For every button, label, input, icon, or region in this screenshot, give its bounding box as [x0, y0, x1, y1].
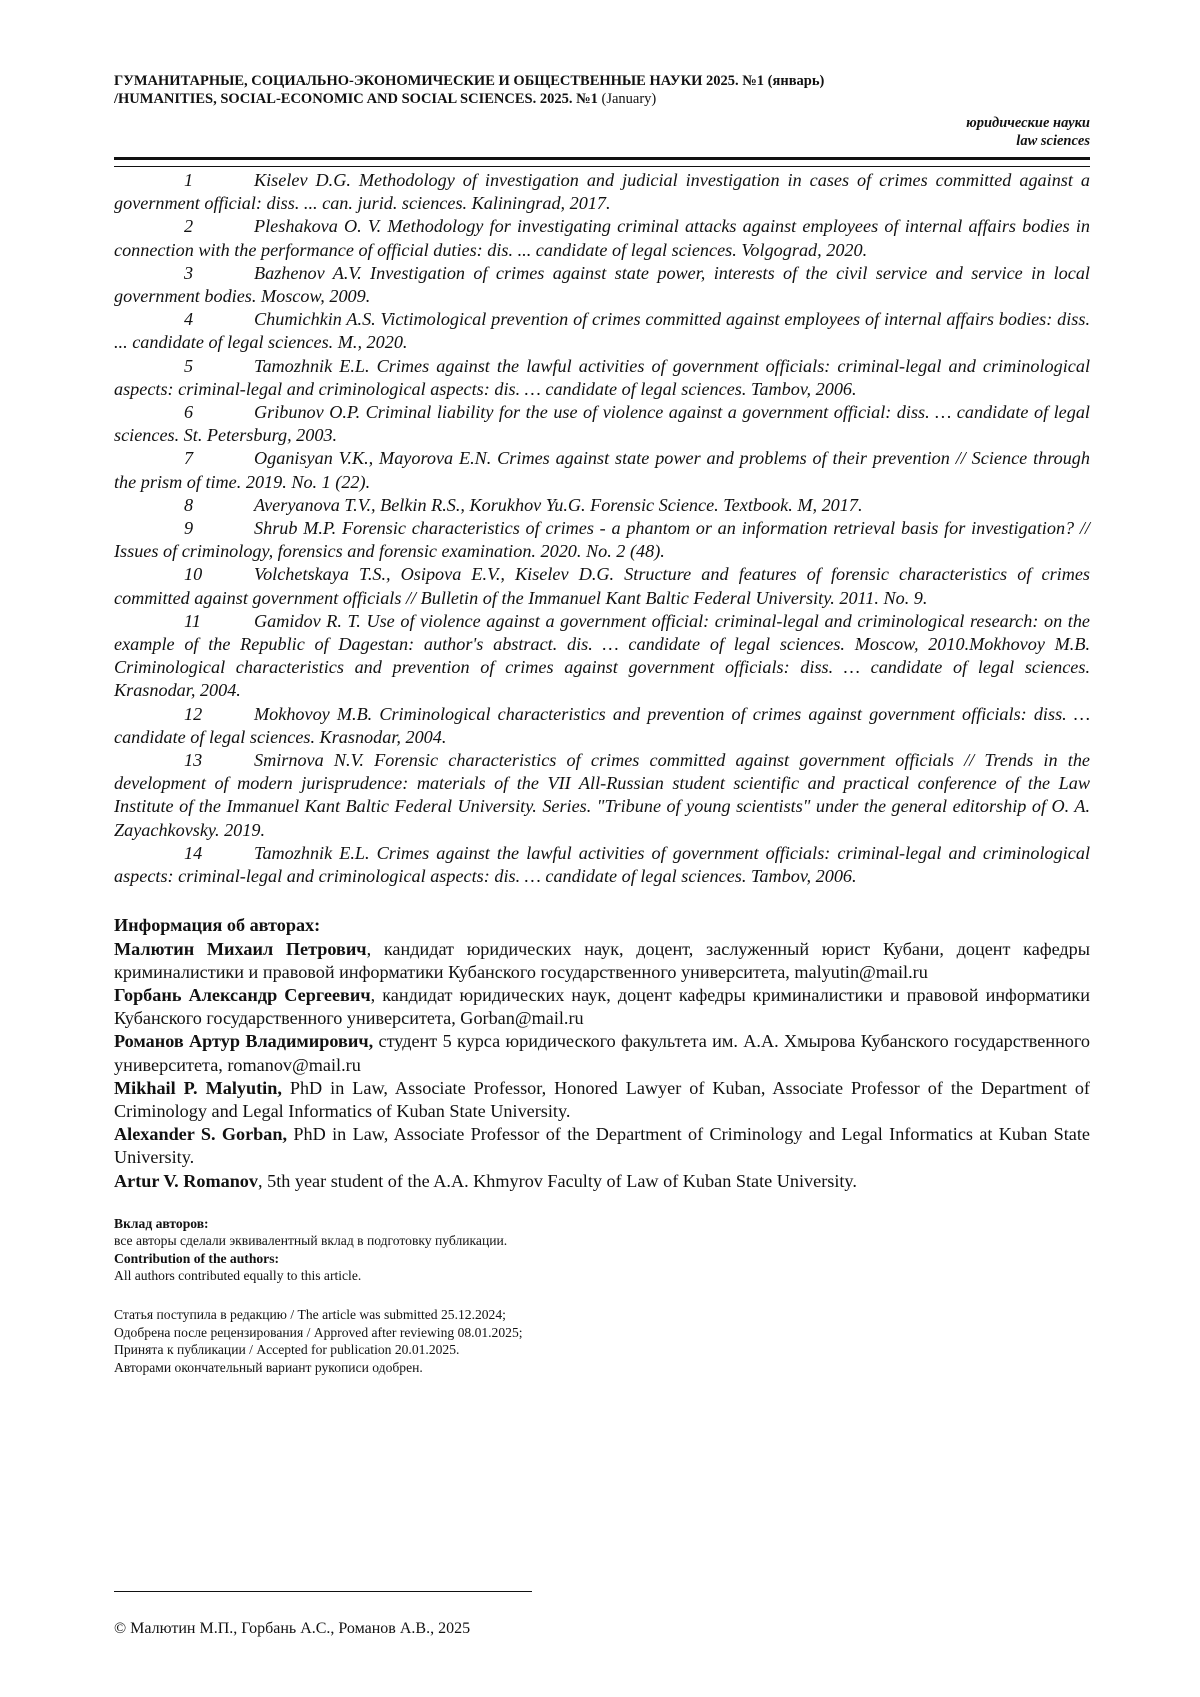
- reference-item: [114, 703, 1090, 749]
- reference-item: [114, 169, 1090, 215]
- journal-header: [114, 72, 1090, 167]
- journal-issue-month: (January): [597, 91, 657, 107]
- reference-item: [114, 610, 1090, 703]
- reference-number: 5: [184, 355, 194, 376]
- author-entry: [114, 1170, 1090, 1193]
- reference-text: Chumichkin A.S. Victimological prevention of crimes committed against employees of internal affairs bodies: diss. ... candidate of legal sciences. M., 2020.: [114, 309, 1090, 353]
- date-accepted: Принята к публикации / Accepted for publication 20.01.2025.: [114, 1342, 460, 1358]
- publication-dates: [114, 1306, 1090, 1376]
- reference-number: 1: [184, 170, 194, 190]
- reference-text: Shrub M.P. Forensic characteristics of crimes - a phantom or an information retrieval basis for investigation? // Issues of criminology, forensics and forensic examination. 2020. No. 2 (48).: [114, 518, 1090, 562]
- author-entry: [114, 1077, 1090, 1123]
- footnote-rule: [114, 1591, 532, 1592]
- reference-number: 4: [184, 309, 194, 330]
- reference-number: 6: [184, 402, 194, 423]
- reference-number: 10: [184, 564, 203, 585]
- reference-text: Averyanova T.V., Belkin R.S., Korukhov Yu.G. Forensic Science. Textbook. M, 2017.: [254, 494, 863, 515]
- author-name: Малютин Михаил Петрович: [114, 938, 367, 959]
- author-entry: [114, 984, 1090, 1030]
- reference-number: 14: [184, 842, 203, 863]
- reference-number: 9: [184, 518, 194, 539]
- section-label-ru: юридические науки: [966, 115, 1090, 131]
- contribution-heading-en: Contribution of the authors:: [114, 1250, 280, 1266]
- journal-title-ru: ГУМАНИТАРНЫЕ, СОЦИАЛЬНО-ЭКОНОМИЧЕСКИЕ И ОБЩЕСТВЕННЫЕ НАУКИ 2025. №1 (январь): [114, 73, 825, 89]
- reference-text: Volchetskaya T.S., Osipova E.V., Kiselev D.G. Structure and features of forensic characteristics of crimes committed against government officials // Bulletin of the Immanuel Kant Baltic Federal University. 2011. No. 9.: [114, 564, 1090, 608]
- author-details: студент 5 курса юридического факультета им. А.А. Хмырова Кубанского государственного университета, romanov@mail.ru: [114, 1031, 1090, 1075]
- reference-number: 3: [184, 262, 194, 283]
- reference-text: Smirnova N.V. Forensic characteristics of crimes committed against government officials // Trends in the development of modern jurisprudence: materials of the VII All-Russian student scientific and practical conference of the Law Institute of the Immanuel Kant Baltic Federal University. Series. "Tribune of young scientists" under the general editorship of O. A. Zayachkovsky. 2019.: [114, 750, 1090, 840]
- reference-item: [114, 749, 1090, 842]
- author-details: PhD in Law, Associate Professor of the Department of Criminology and Legal Informatics at Kuban State University.: [114, 1124, 1090, 1168]
- reference-item: [114, 355, 1090, 401]
- reference-text: Mokhovoy M.B. Criminological characteristics and prevention of crimes against government officials: diss. … candidate of legal sciences. Krasnodar, 2004.: [114, 703, 1090, 747]
- reference-text: Kiselev D.G. Methodology of investigation and judicial investigation in cases of crimes committed against a government official: diss. ... can. jurid. sciences. Kaliningrad, 2017.: [114, 170, 1090, 214]
- author-entry: [114, 938, 1090, 984]
- author-name: Artur V. Romanov: [114, 1170, 258, 1191]
- copyright-notice: © Малютин М.П., Горбань А.С., Романов А.В., 2025: [114, 1620, 471, 1637]
- author-details: PhD in Law, Associate Professor, Honored Lawyer of Kuban, Associate Professor of the Department of Criminology and Legal Informatics of Kuban State University.: [114, 1077, 1090, 1121]
- header-rule-thick: [114, 157, 1090, 160]
- reference-item: [114, 215, 1090, 261]
- author-info: [114, 914, 1090, 1192]
- author-entry: [114, 1030, 1090, 1076]
- header-rule-thin: [114, 166, 1090, 167]
- contribution-text-ru: все авторы сделали эквивалентный вклад в подготовку публикации.: [114, 1233, 508, 1249]
- author-list: [114, 938, 1090, 1193]
- reference-item: [114, 308, 1090, 354]
- reference-item: [114, 262, 1090, 308]
- reference-number: 11: [184, 610, 201, 631]
- reference-text: Gribunov O.P. Criminal liability for the use of violence against a government official: diss. … candidate of legal sciences. St. Petersburg, 2003.: [114, 402, 1090, 446]
- section-label-en: law sciences: [1016, 133, 1090, 149]
- reference-text: Oganisyan V.K., Mayorova E.N. Crimes against state power and problems of their prevention // Science through the prism of time. 2019. No. 1 (22).: [114, 448, 1090, 492]
- reference-list: [114, 169, 1090, 888]
- reference-item: [114, 447, 1090, 493]
- author-details: , 5th year student of the A.A. Khmyrov Faculty of Law of Kuban State University.: [258, 1170, 857, 1191]
- date-submitted: Статья поступила в редакцию / The article was submitted 25.12.2024;: [114, 1307, 506, 1323]
- reference-text: Pleshakova O. V. Methodology for investigating criminal attacks against employees of internal affairs bodies in connection with the performance of official duties: dis. ... candidate of legal sciences. Volgograd, 2020.: [114, 216, 1090, 260]
- reference-text: Tamozhnik E.L. Crimes against the lawful activities of government officials: criminal-legal and criminological aspects: criminal-legal and criminological aspects: dis. … candidate of legal sciences. Tambov, 2006.: [114, 355, 1090, 399]
- reference-text: Tamozhnik E.L. Crimes against the lawful activities of government officials: criminal-legal and criminological aspects: criminal-legal and criminological aspects: dis. … candidate of legal sciences. Tambov, 2006.: [114, 842, 1090, 887]
- reference-item: [114, 563, 1090, 609]
- author-name: Alexander S. Gorban,: [114, 1124, 288, 1145]
- author-name: Mikhail P. Malyutin,: [114, 1077, 282, 1098]
- journal-title-en: [114, 90, 1090, 108]
- author-entry: [114, 1123, 1090, 1169]
- contribution-text-en: All authors contributed equally to this article.: [114, 1267, 362, 1283]
- reference-number: 12: [184, 703, 203, 724]
- reference-number: 13: [184, 750, 203, 771]
- date-approved: Одобрена после рецензирования / Approved after reviewing 08.01.2025;: [114, 1324, 523, 1340]
- reference-item: [114, 494, 1090, 517]
- reference-number: 8: [184, 494, 194, 515]
- reference-number: 7: [184, 448, 194, 469]
- author-details: , кандидат юридических наук, доцент кафедры криминалистики и правовой информатики Кубанского государственного университета, Gorban@mail.ru: [114, 984, 1090, 1029]
- journal-title-en-bold: /HUMANITIES, SOCIAL-ECONOMIC AND SOCIAL SCIENCES. 2025. №1: [114, 91, 598, 107]
- reference-item: [114, 401, 1090, 447]
- contribution-heading-ru: Вклад авторов:: [114, 1215, 209, 1231]
- author-name: Романов Артур Владимирович,: [114, 1031, 374, 1052]
- contribution-block: [114, 1215, 1090, 1285]
- reference-item: [114, 517, 1090, 563]
- author-info-heading: Информация об авторах:: [114, 915, 321, 936]
- reference-number: 2: [184, 216, 194, 237]
- author-name: Горбань Александр Сергеевич: [114, 984, 371, 1005]
- final-approval-note: Авторами окончательный вариант рукописи одобрен.: [114, 1359, 423, 1375]
- reference-text: Gamidov R. T. Use of violence against a government official: criminal-legal and criminological research: on the example of the Republic of Dagestan: author's abstract. dis. … candidate of legal sciences. Moscow, 2010.Mokhovoy M.B. Criminological characteristics and prevention of crimes against government officials: diss. … candidate of legal sciences. Krasnodar, 2004.: [114, 610, 1090, 701]
- section-label: [114, 114, 1090, 150]
- reference-text: Bazhenov A.V. Investigation of crimes against state power, interests of the civil service and service in local government bodies. Moscow, 2009.: [114, 262, 1090, 307]
- reference-item: [114, 842, 1090, 888]
- author-details: , кандидат юридических наук, доцент, заслуженный юрист Кубани, доцент кафедры криминалистики и правовой информатики Кубанского государственного университета, malyutin@mail.ru: [114, 938, 1090, 982]
- page-content: [114, 72, 1090, 1376]
